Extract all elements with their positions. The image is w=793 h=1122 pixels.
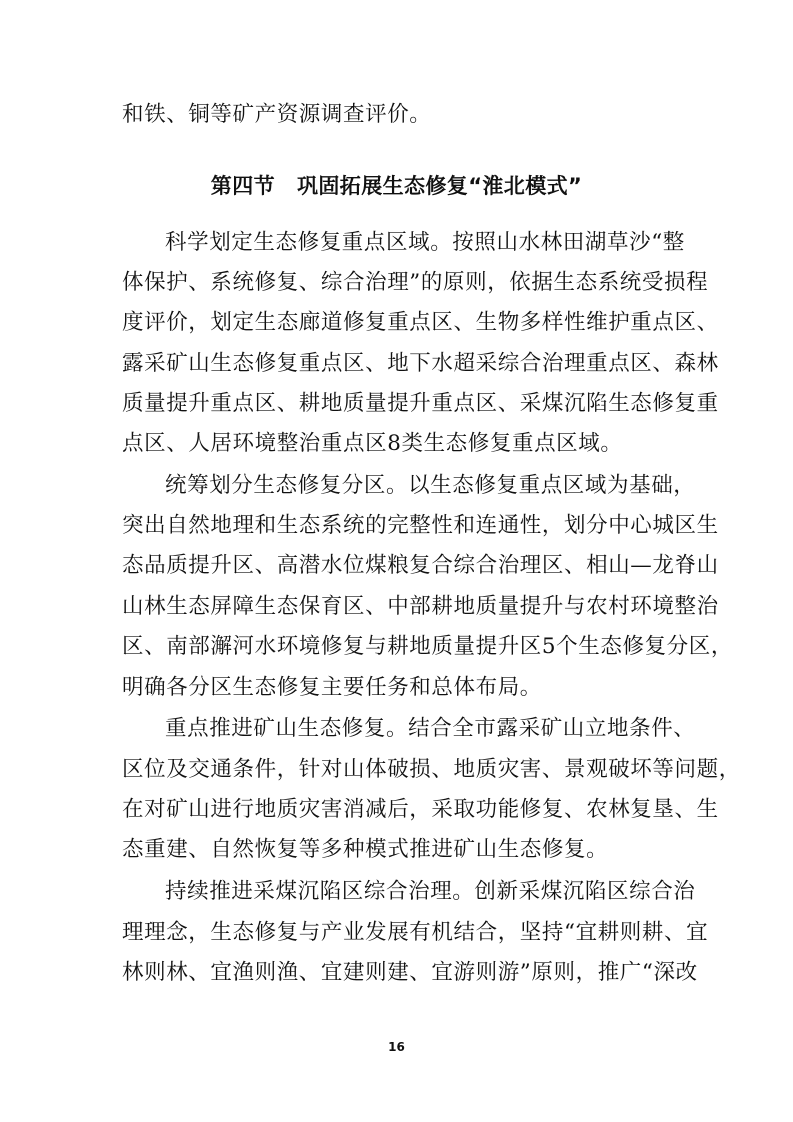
paragraph-4-line-1: 持续推进采煤沉陷区综合治理。创新采煤沉陷区综合治 — [165, 879, 696, 904]
paragraph-2-line-2: 突出自然地理和生态系统的完整性和连通性，划分中心城区生 — [122, 513, 719, 538]
page-number: 16 — [388, 1040, 405, 1054]
paragraph-1-line-3: 度评价，划定生态廊道修复重点区、生物多样性维护重点区、 — [122, 310, 719, 335]
paragraph-1-line-6: 点区、人居环境整治重点区8类生态修复重点区域。 — [122, 431, 623, 456]
section-title: 巩固拓展生态修复“淮北模式” — [297, 174, 583, 198]
paragraph-1-line-2: 体保护、系统修复、综合治理”的原则，依据生态系统受损程 — [122, 270, 709, 295]
paragraph-3-line-3: 在对矿山进行地质灾害消减后，采取功能修复、农林复垦、生 — [122, 797, 719, 822]
section-heading — [0, 171, 793, 201]
paragraph-4-line-3: 林则林、宜渔则渔、宜建则建、宜游则游”原则，推广“深改 — [122, 960, 698, 985]
section-number: 第四节 — [210, 174, 275, 198]
paragraph-1-line-4: 露采矿山生态修复重点区、地下水超采综合治理重点区、森林 — [122, 351, 719, 376]
carryover-text-line: 和铁、铜等矿产资源调查评价。 — [122, 102, 432, 127]
paragraph-2-line-6: 明确各分区生态修复主要任务和总体布局。 — [122, 675, 542, 700]
paragraph-1-line-1: 科学划定生态修复重点区域。按照山水林田湖草沙“整 — [165, 230, 685, 255]
paragraph-2-line-3: 态品质提升区、高潜水位煤粮复合综合治理区、相山—龙脊山 — [122, 553, 719, 578]
paragraph-2-line-1: 统筹划分生态修复分区。以生态修复重点区域为基础， — [165, 473, 696, 498]
paragraph-3-line-2: 区位及交通条件，针对山体破损、地质灾害、景观破坏等问题， — [122, 757, 741, 782]
paragraph-3-line-4: 态重建、自然恢复等多种模式推进矿山生态修复。 — [122, 837, 609, 862]
paragraph-3-line-1: 重点推进矿山生态修复。结合全市露采矿山立地条件、 — [165, 716, 696, 741]
paragraph-2-line-4: 山林生态屏障生态保育区、中部耕地质量提升与农村环境整治 — [122, 594, 719, 619]
paragraph-4-line-2: 理理念，生态修复与产业发展有机结合，坚持“宜耕则耕、宜 — [122, 920, 709, 945]
paragraph-1-line-5: 质量提升重点区、耕地质量提升重点区、采煤沉陷生态修复重 — [122, 391, 719, 416]
paragraph-2-line-5: 区、南部澥河水环境修复与耕地质量提升区5个生态修复分区， — [122, 634, 733, 659]
